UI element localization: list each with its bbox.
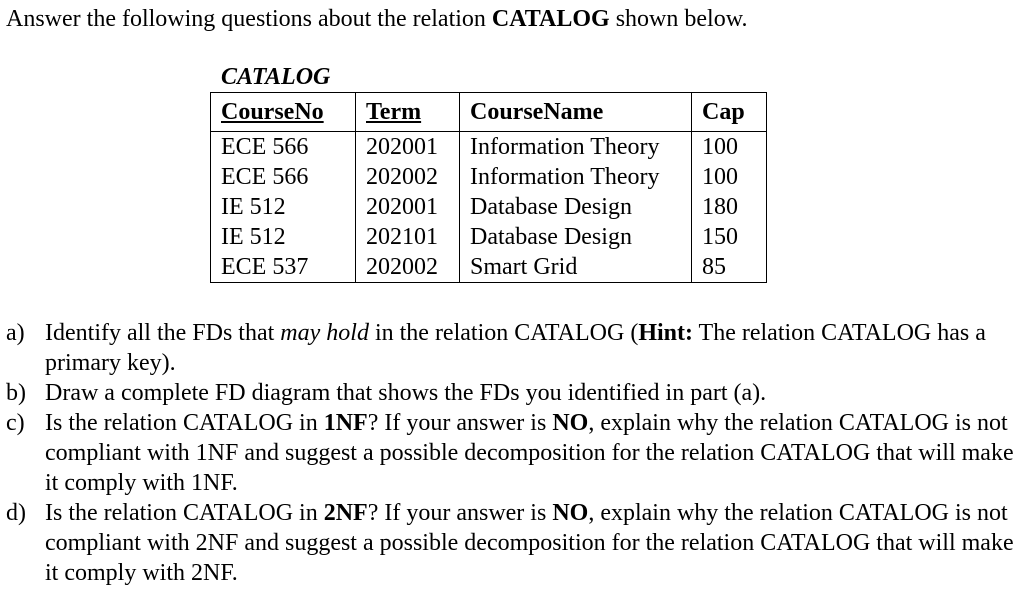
table-cell: 180 xyxy=(692,192,767,222)
question-letter: d) xyxy=(6,500,26,526)
table-row xyxy=(211,222,767,252)
question-text-italic: may hold xyxy=(280,320,369,346)
column-header-coursename xyxy=(460,93,692,132)
table-cell: 150 xyxy=(692,222,767,252)
table-row xyxy=(211,252,767,283)
question-text: Identify all the FDs that xyxy=(45,320,281,346)
question-a xyxy=(6,318,1018,378)
question-c xyxy=(6,408,1018,498)
question-text: in the relation CATALOG ( xyxy=(368,320,639,346)
question-hint-label: Hint: xyxy=(638,320,693,346)
table-cell: 85 xyxy=(692,252,767,283)
table-cell: IE 512 xyxy=(211,192,356,222)
table-cell: IE 512 xyxy=(211,222,356,252)
table-cell: 100 xyxy=(692,132,767,163)
table-cell: 202001 xyxy=(356,192,460,222)
table-cell: Database Design xyxy=(460,222,692,252)
intro-text-before: Answer the following questions about the relation xyxy=(6,6,492,32)
column-header-term xyxy=(356,93,460,132)
catalog-table xyxy=(210,92,767,283)
question-text: ? If your answer is xyxy=(367,500,553,526)
table-cell: ECE 566 xyxy=(211,132,356,163)
table-header-row xyxy=(211,93,767,132)
column-header-courseno xyxy=(211,93,356,132)
intro-text-after: shown below. xyxy=(609,6,748,32)
table-caption: CATALOG xyxy=(221,64,331,90)
question-text-bold: 1NF xyxy=(323,410,368,436)
question-text: Is the relation CATALOG in xyxy=(45,410,324,436)
question-text: ? If your answer is xyxy=(367,410,553,436)
question-letter: a) xyxy=(6,320,25,346)
question-list xyxy=(6,318,1018,588)
table-cell: 202001 xyxy=(356,132,460,163)
intro-sentence xyxy=(6,2,747,36)
question-b xyxy=(6,378,1018,408)
question-text-bold: 2NF xyxy=(323,500,368,526)
question-text-bold: NO xyxy=(552,500,589,526)
column-header-label: CourseNo xyxy=(221,99,324,125)
question-text: , explain why the relation CATALOG is not compliant with 2NF and suggest a possible decomposition for the relation CATALOG that will make it comply with 2NF. xyxy=(45,500,1014,586)
table-row xyxy=(211,192,767,222)
table-row xyxy=(211,162,767,192)
question-letter: b) xyxy=(6,380,26,406)
table-cell: ECE 537 xyxy=(211,252,356,283)
table-cell: 202002 xyxy=(356,252,460,283)
column-header-label: Cap xyxy=(702,99,745,125)
intro-relation-name: CATALOG xyxy=(491,6,610,32)
table-cell: Smart Grid xyxy=(460,252,692,283)
table-cell: Information Theory xyxy=(460,162,692,192)
column-header-label: Term xyxy=(366,99,422,125)
column-header-label: CourseName xyxy=(470,99,604,125)
question-text: Is the relation CATALOG in xyxy=(45,500,324,526)
question-text: The relation CATALOG has a primary key). xyxy=(45,320,986,376)
question-d xyxy=(6,498,1018,588)
column-header-cap xyxy=(692,93,767,132)
table-cell: Information Theory xyxy=(460,132,692,163)
question-text: , explain why the relation CATALOG is not compliant with 1NF and suggest a possible decomposition for the relation CATALOG that will make it comply with 1NF. xyxy=(45,410,1014,496)
question-letter: c) xyxy=(6,410,25,436)
table-cell: 100 xyxy=(692,162,767,192)
table-cell: 202002 xyxy=(356,162,460,192)
table-cell: 202101 xyxy=(356,222,460,252)
table-cell: ECE 566 xyxy=(211,162,356,192)
table-row xyxy=(211,132,767,163)
question-text: Draw a complete FD diagram that shows the FDs you identified in part (a). xyxy=(45,380,767,406)
table-cell: Database Design xyxy=(460,192,692,222)
question-text-bold: NO xyxy=(552,410,589,436)
